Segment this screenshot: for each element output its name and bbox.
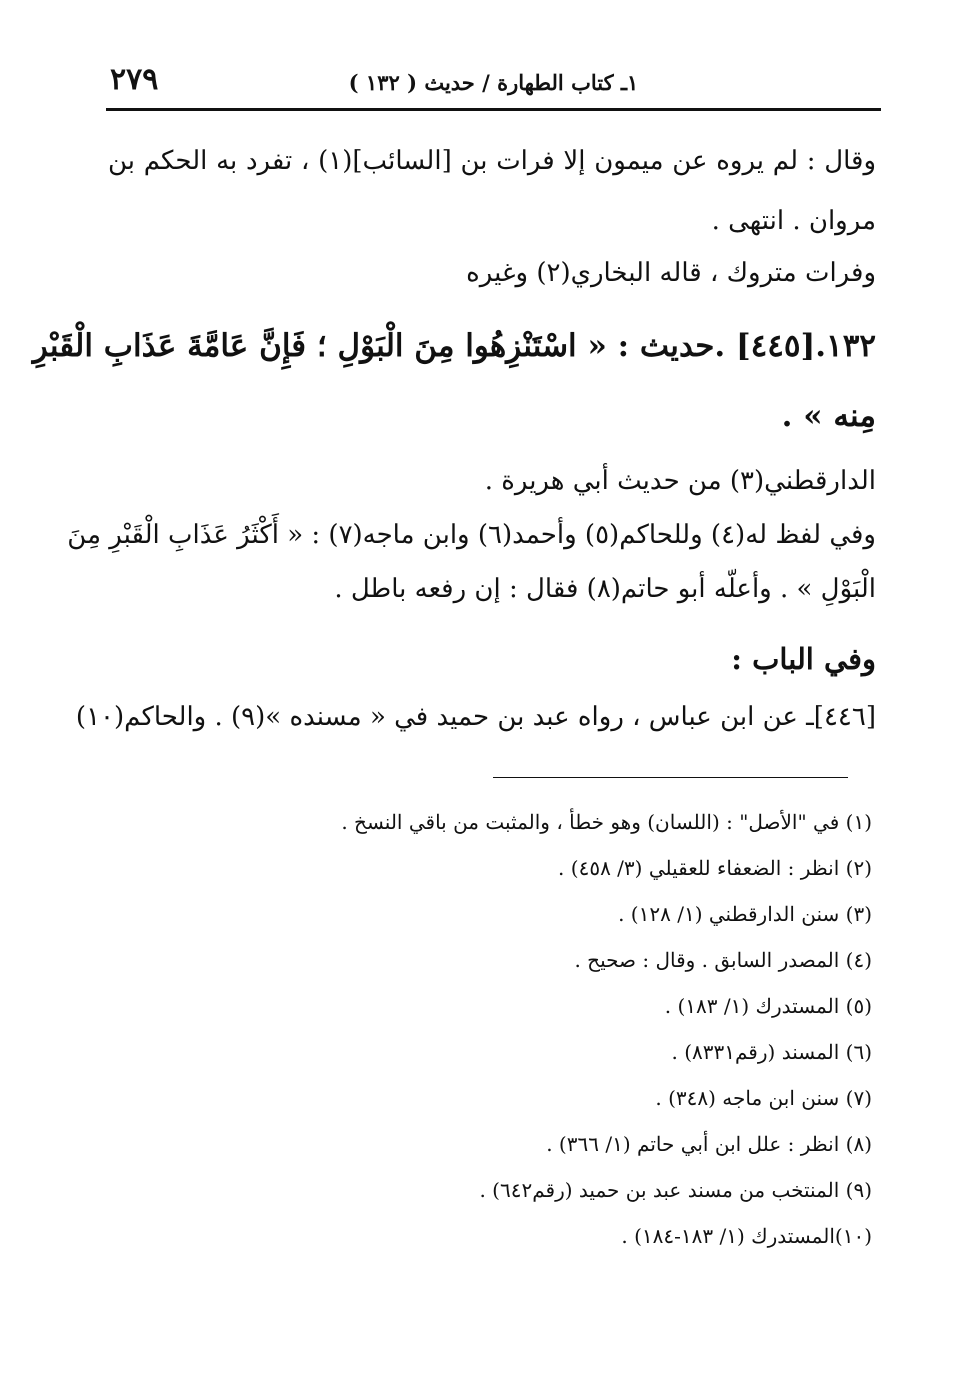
footnote-1: (١) في "الأصل" : (اللسان) وهو خطأ ، والمثبت من باقي النسخ . — [341, 810, 872, 834]
footnote-7: (٧) سنن ابن ماجه (٣٤٨) . — [655, 1086, 872, 1110]
body-line-5: وفي لفظ له(٤) وللحاكم(٥) وأحمد(٦) وابن ماجه(٧) : « أَكْثَرُ عَذَابِ الْقَبْرِ مِنَ — [67, 520, 876, 550]
footnote-4: (٤) المصدر السابق . وقال : صحيح . — [574, 948, 872, 972]
body-line-3: وفرات متروك ، قاله البخاري(٢) وغيره — [466, 258, 876, 288]
running-title: ١ـ كتاب الطهارة / حديث ( ١٣٢ ) — [348, 70, 639, 95]
section-heading: وفي الباب : — [731, 642, 876, 676]
body-line-2: مروان . انتهى . — [711, 206, 876, 236]
running-header — [106, 62, 881, 100]
hadith-heading-line-1: ١٣٢.[٤٤٥] .حديث : « اسْتَنْزِهُوا مِنَ الْبَوْلِ ؛ فَإِنَّ عَامَّةَ عَذَابِ الْقَبْرِ — [32, 328, 876, 364]
footnote-5: (٥) المستدرك (١/ ١٨٣) . — [664, 994, 872, 1018]
header-rule — [106, 108, 881, 111]
footnote-6: (٦) المسند (رقم٨٣٣١) . — [671, 1040, 872, 1064]
footnote-rule — [493, 777, 848, 778]
footnote-10: (١٠)المستدرك (١/ ١٨٣-١٨٤) . — [621, 1224, 872, 1248]
footnote-9: (٩) المنتخب من مسند عبد بن حميد (رقم٦٤٢) . — [479, 1178, 872, 1202]
hadith-heading-line-2: مِنه » . — [781, 398, 876, 434]
page-number: ٢٧٩ — [110, 62, 159, 97]
footnote-2: (٢) انظر : الضعفاء للعقيلي (٣/ ٤٥٨) . — [558, 856, 872, 880]
body-line-1: وقال : لم يروه عن ميمون إلا فرات بن [السائب](١) ، تفرد به الحكم بن — [108, 146, 877, 176]
footnote-8: (٨) انظر : علل ابن أبي حاتم (١/ ٣٦٦) . — [546, 1132, 872, 1156]
footnote-3: (٣) سنن الدارقطني (١/ ١٢٨) . — [618, 902, 872, 926]
body-line-4: الدارقطني(٣) من حديث أبي هريرة . — [484, 466, 876, 496]
body-line-7: [٤٤٦]ـ عن ابن عباس ، رواه عبد بن حميد في « مسنده »(٩) . والحاكم(١٠) — [75, 702, 876, 732]
body-line-6: الْبَوْلِ » . وأعلّه أبو حاتم(٨) فقال : إن رفعه باطل . — [334, 574, 876, 604]
